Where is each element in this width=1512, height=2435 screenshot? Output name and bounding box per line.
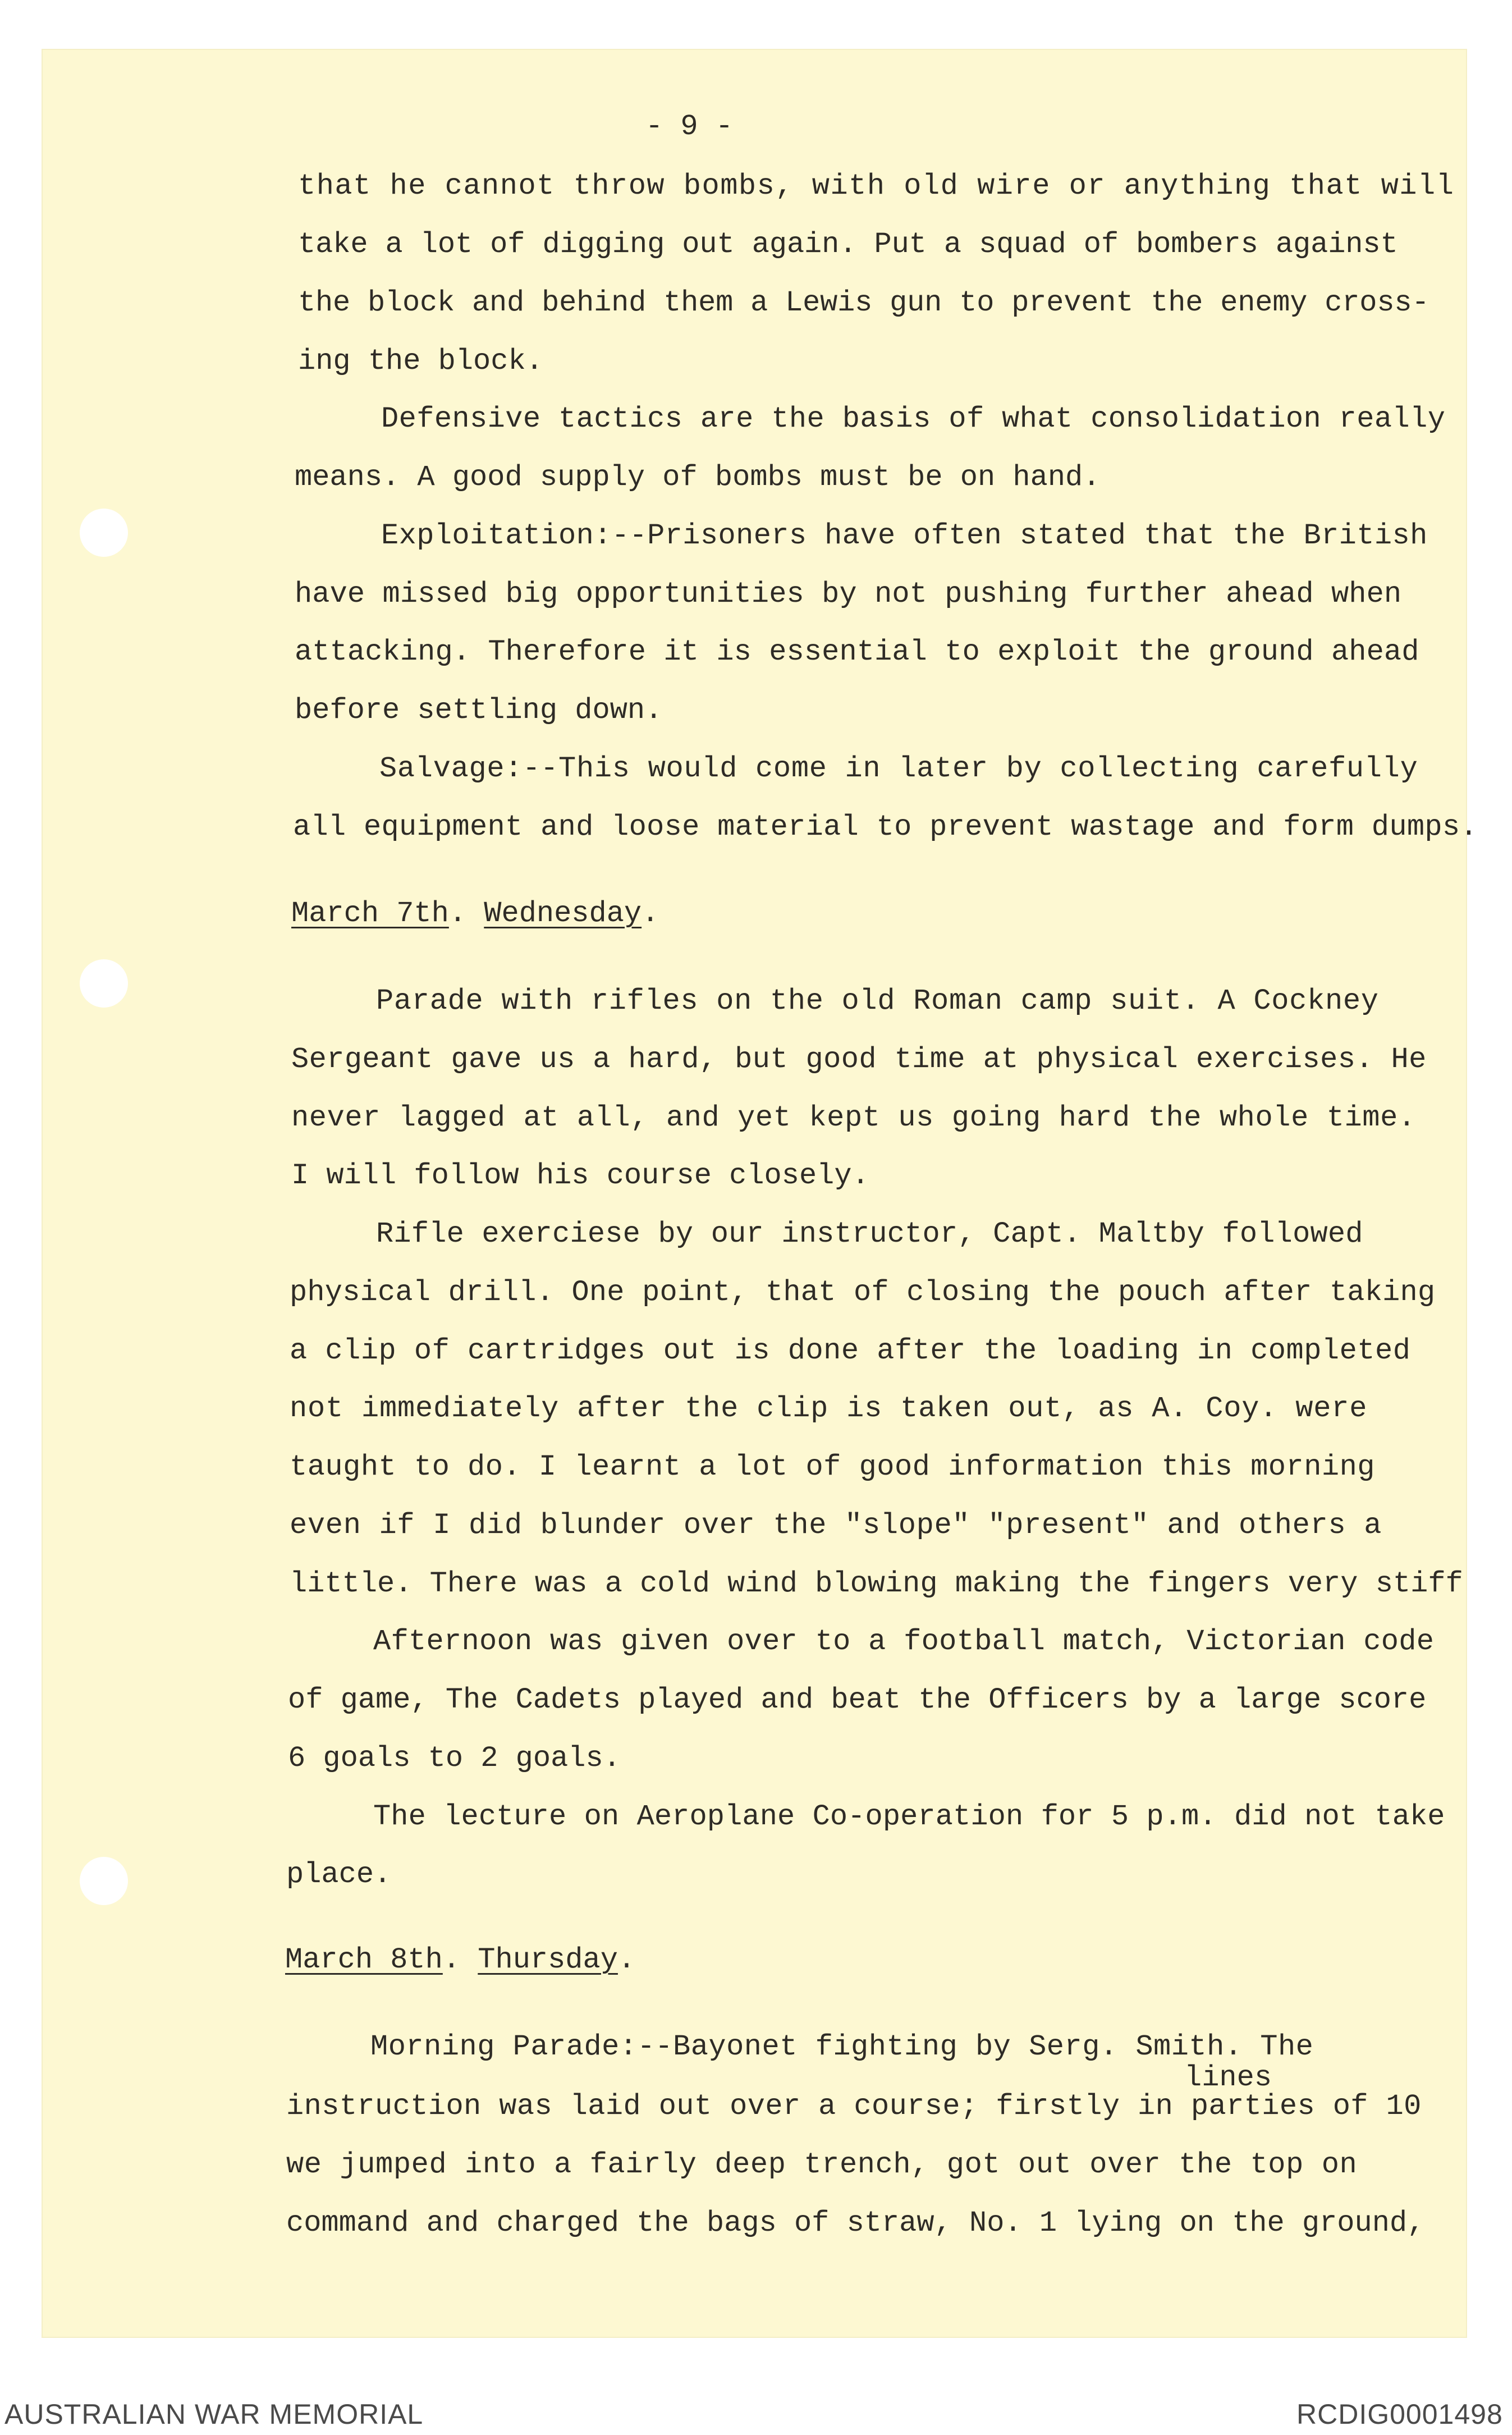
entry-heading-march-7: March 7th. Wednesday. (291, 897, 659, 930)
text-line: take a lot of digging out again. Put a squad of bombers against (298, 228, 1398, 261)
text-line: ing the block. (298, 345, 543, 378)
text-line: Exploitation:--Prisoners have often stated that the British (381, 519, 1428, 552)
text-line: not immediately after the clip is taken out, as A. Coy. were (290, 1392, 1368, 1425)
entry-heading-march-8: March 8th. Thursday. (285, 1943, 636, 1976)
interlinear-insertion: lines (1184, 2061, 1272, 2094)
text-line: physical drill. One point, that of closing the pouch after taking (290, 1276, 1436, 1309)
text-line: before settling down. (295, 694, 663, 727)
text-line: taught to do. I learnt a lot of good information this morning (290, 1450, 1376, 1484)
text-line: Parade with rifles on the old Roman camp suit. A Cockney (376, 985, 1379, 1018)
punch-hole (80, 1857, 128, 1905)
punch-hole (80, 959, 128, 1008)
text-line: the block and behind them a Lewis gun to prevent the enemy cross- (298, 286, 1429, 319)
text-line: even if I did blunder over the "slope" "present" and others a (290, 1509, 1382, 1542)
text-line: 6 goals to 2 goals. (288, 1742, 621, 1775)
text-line: instruction was laid out over a course; firstly in parties of 10 (286, 2090, 1422, 2123)
text-line: Afternoon was given over to a football match, Victorian code (373, 1625, 1435, 1658)
text-line: never lagged at all, and yet kept us going hard the whole time. (291, 1101, 1416, 1134)
text-line: command and charged the bags of straw, No. 1 lying on the ground, (286, 2207, 1425, 2240)
text-line: Salvage:--This would come in later by collecting carefully (379, 752, 1418, 785)
text-line: I will follow his course closely. (291, 1159, 869, 1192)
text-line: Defensive tactics are the basis of what consolidation really (381, 402, 1446, 436)
text-line: Sergeant gave us a hard, but good time at physical exercises. He (291, 1043, 1427, 1076)
text-line: of game, The Cadets played and beat the Officers by a large score (288, 1683, 1427, 1717)
entry-day: Thursday (478, 1943, 618, 1976)
text-line: little. There was a cold wind blowing making the fingers very stiff (290, 1567, 1463, 1600)
text-line: that he cannot throw bombs, with old wire or anything that will (298, 170, 1455, 203)
text-line: The lecture on Aeroplane Co-operation for 5 p.m. did not take (373, 1800, 1445, 1833)
document-page (42, 49, 1467, 2338)
text-line: a clip of cartridges out is done after the loading in completed (290, 1334, 1411, 1367)
text-line: have missed big opportunities by not pushing further ahead when (295, 578, 1402, 611)
text-line: attacking. Therefore it is essential to exploit the ground ahead (295, 635, 1419, 669)
page-number: - 9 - (645, 110, 734, 143)
entry-date: March 8th (285, 1943, 443, 1976)
footer-institution: AUSTRALIAN WAR MEMORIAL (4, 2399, 424, 2430)
text-line: Rifle exerciese by our instructor, Capt. Maltby followed (376, 1218, 1363, 1251)
text-line: all equipment and loose material to prevent wastage and form dumps. (293, 811, 1478, 844)
entry-date: March 7th (291, 897, 449, 930)
text-line: we jumped into a fairly deep trench, got out over the top on (286, 2148, 1358, 2181)
punch-hole (80, 509, 128, 557)
entry-day: Wednesday (484, 897, 642, 930)
text-line: place. (286, 1858, 392, 1891)
text-line: means. A good supply of bombs must be on hand. (295, 461, 1101, 494)
text-line: Morning Parade:--Bayonet fighting by Serg. Smith. The (370, 2030, 1314, 2063)
footer-record-id: RCDIG0001498 (1296, 2399, 1503, 2430)
